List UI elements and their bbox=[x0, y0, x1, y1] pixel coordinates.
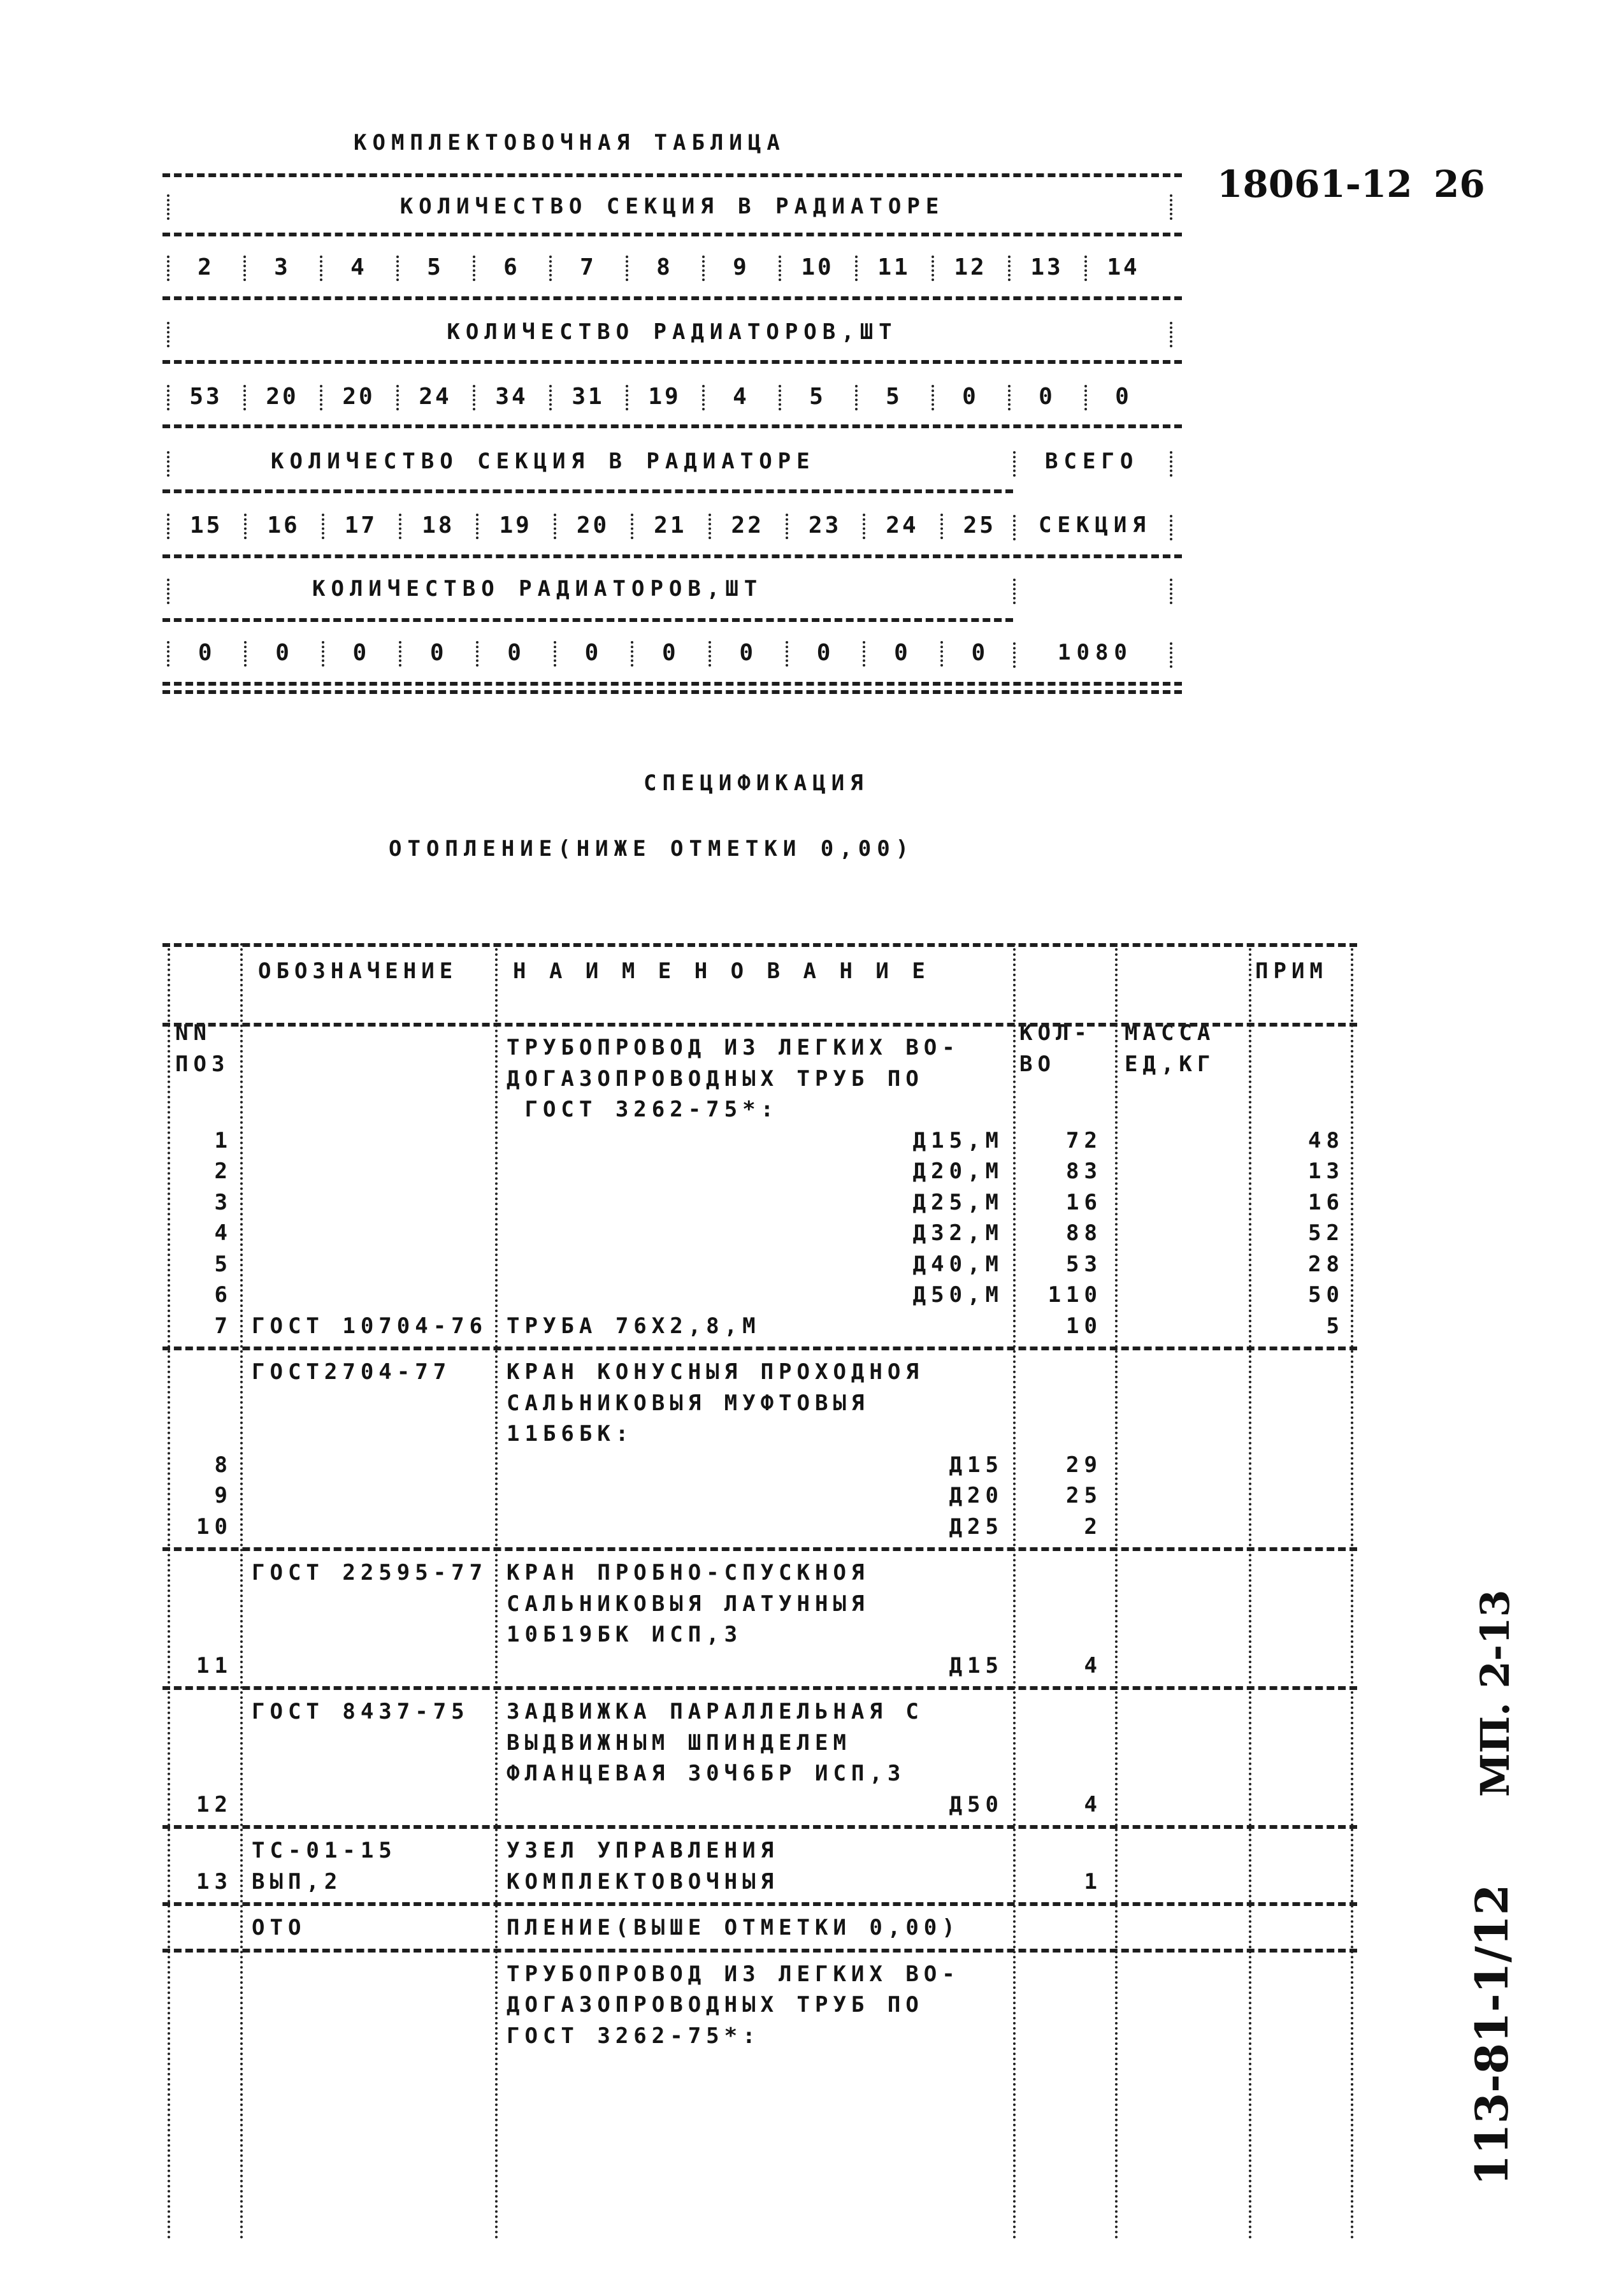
pos-cell: 8 bbox=[214, 1452, 233, 1478]
size-cell: Д20,М bbox=[912, 1159, 1004, 1184]
pos-cell: 12 bbox=[196, 1791, 233, 1817]
qty-cell: 110 bbox=[1047, 1282, 1102, 1308]
kit-cell: 25 bbox=[963, 512, 996, 538]
table-row bbox=[162, 1835, 1357, 1866]
name-cell: КОМПЛЕКТОВОЧНЫЯ bbox=[507, 1868, 779, 1895]
table-row bbox=[162, 1589, 1357, 1620]
kit-cell: 4 bbox=[733, 384, 749, 410]
page-number: 26 bbox=[1434, 162, 1485, 206]
table-row bbox=[162, 1557, 1357, 1589]
pos-cell: 6 bbox=[214, 1282, 233, 1308]
pos-cell: 2 bbox=[214, 1159, 233, 1184]
kit-cell: 10 bbox=[801, 254, 834, 280]
kit-row-radiators-2 bbox=[162, 637, 1013, 669]
pos-cell: 1 bbox=[214, 1127, 233, 1153]
kit-cell: 14 bbox=[1107, 254, 1140, 280]
kit-cell: 23 bbox=[808, 512, 842, 538]
size-cell: Д50,М bbox=[912, 1282, 1004, 1308]
kit-cell: 21 bbox=[654, 512, 687, 538]
kit-cell: 5 bbox=[809, 384, 826, 410]
table-row bbox=[162, 1650, 1357, 1682]
kit-cell: 5 bbox=[886, 384, 902, 410]
qty-cell: 10 bbox=[1066, 1313, 1102, 1339]
table-row bbox=[162, 1419, 1357, 1450]
name-cell: ТРУБОПРОВОД ИЗ ЛЕГКИХ ВО- bbox=[507, 1961, 960, 1987]
designation-cell: ГОСТ 10704-76 bbox=[252, 1313, 488, 1339]
name-cell: ВЫДВИЖНЫМ ШПИНДЕЛЕМ bbox=[507, 1729, 851, 1756]
name-cell: 10Б19БК ИСП,3 bbox=[507, 1622, 743, 1647]
table-row bbox=[162, 1758, 1357, 1789]
kit-header-sections-2: КОЛИЧЕСТВО СЕКЦИЯ В РАДИАТОРЕ bbox=[271, 449, 816, 474]
qty-cell: 4 bbox=[1084, 1791, 1102, 1817]
side-code-top: МП. 2-13 bbox=[1472, 1589, 1518, 1797]
table-row bbox=[162, 2021, 1357, 2052]
kit-cell: 20 bbox=[266, 384, 299, 410]
table-row bbox=[162, 1125, 1357, 1157]
table-row bbox=[162, 1512, 1357, 1543]
kit-cell: 0 bbox=[507, 640, 524, 666]
header-qty: КОЛ- ВО bbox=[1019, 1020, 1092, 1077]
kit-cell: 20 bbox=[342, 384, 375, 410]
table-row bbox=[162, 1388, 1357, 1419]
kit-cell: 22 bbox=[731, 512, 764, 538]
table-row bbox=[162, 1728, 1357, 1759]
kit-cell: 4 bbox=[350, 254, 367, 280]
kit-cell: 0 bbox=[816, 640, 833, 666]
table-row bbox=[162, 1094, 1357, 1125]
group-separator bbox=[162, 1825, 1357, 1829]
pos-cell: 4 bbox=[214, 1220, 233, 1246]
table-row bbox=[162, 1912, 1357, 1944]
kit-cell: 0 bbox=[584, 640, 601, 666]
pos-cell: 11 bbox=[196, 1652, 233, 1679]
qty-cell: 88 bbox=[1066, 1220, 1102, 1246]
kit-cell: 0 bbox=[894, 640, 910, 666]
specification-table bbox=[162, 943, 1357, 2240]
kit-cell: 24 bbox=[886, 512, 919, 538]
kit-cell: 0 bbox=[662, 640, 679, 666]
kit-cell: 0 bbox=[352, 640, 370, 666]
kit-cell: 2 bbox=[198, 254, 214, 280]
table-row bbox=[162, 1064, 1357, 1095]
side-code-bottom: 113-81-1/12 bbox=[1465, 1884, 1518, 2186]
designation-cell: ГОСТ2704-77 bbox=[252, 1359, 452, 1385]
note-cell: 16 bbox=[1308, 1189, 1344, 1215]
name-cell: ТРУБА 76Х2,8,М bbox=[507, 1313, 761, 1339]
pos-cell: 9 bbox=[214, 1483, 233, 1508]
name-cell: ДОГАЗОПРОВОДНЫХ ТРУБ ПО bbox=[507, 1065, 924, 1092]
kit-cell: 13 bbox=[1030, 254, 1063, 280]
kit-cell: 9 bbox=[733, 254, 749, 280]
header-note: ПРИМ bbox=[1255, 958, 1328, 984]
group-separator bbox=[162, 1902, 1357, 1906]
table-row bbox=[162, 1480, 1357, 1512]
qty-cell: 25 bbox=[1066, 1483, 1102, 1508]
kit-total-value: 1080 bbox=[1058, 640, 1133, 665]
note-cell: 52 bbox=[1308, 1220, 1344, 1246]
kit-total-label-2: СЕКЦИЯ bbox=[1039, 512, 1151, 538]
name-cell: ЗАДВИЖКА ПАРАЛЛЕЛЬНАЯ С bbox=[507, 1699, 924, 1724]
header-mass: МАССА ЕД,КГ bbox=[1125, 1020, 1216, 1077]
kit-cell: 11 bbox=[877, 254, 910, 280]
kit-cell: 5 bbox=[427, 254, 443, 280]
table-row bbox=[162, 1619, 1357, 1650]
table-row bbox=[162, 1156, 1357, 1187]
group-separator bbox=[162, 1347, 1357, 1350]
name-cell: ГОСТ 3262-75*: bbox=[507, 2023, 761, 2049]
kit-table-title: КОМПЛЕКТОВОЧНАЯ ТАБЛИЦА bbox=[354, 130, 786, 155]
table-row bbox=[162, 1357, 1357, 1388]
pos-cell: 7 bbox=[214, 1313, 233, 1339]
table-row bbox=[162, 1450, 1357, 1481]
kit-cell: 0 bbox=[198, 640, 215, 666]
size-cell: Д40,М bbox=[912, 1251, 1004, 1277]
table-row bbox=[162, 1959, 1357, 1990]
note-cell: 13 bbox=[1308, 1159, 1344, 1184]
group-separator bbox=[162, 1547, 1357, 1551]
name-cell: 11Б6БК: bbox=[507, 1421, 634, 1447]
table-row bbox=[162, 1187, 1357, 1218]
pos-cell: 5 bbox=[214, 1251, 233, 1277]
kit-row-sections-1 bbox=[162, 252, 1182, 284]
pos-cell: 3 bbox=[214, 1189, 233, 1215]
kit-cell: 12 bbox=[954, 254, 987, 280]
kit-cell: 19 bbox=[648, 384, 681, 410]
table-row bbox=[162, 1032, 1357, 1064]
name-cell: САЛЬНИКОВЫЯ ЛАТУННЫЯ bbox=[507, 1591, 870, 1617]
kit-cell: 34 bbox=[495, 384, 528, 410]
header-name: Н А И М Е Н О В А Н И Е bbox=[513, 958, 930, 984]
size-cell: Д15 bbox=[949, 1652, 1004, 1679]
group-separator bbox=[162, 1949, 1357, 1953]
stamp-document-number: 18061-12 bbox=[1217, 162, 1413, 206]
kit-cell: 20 bbox=[576, 512, 610, 538]
kit-total-label-1: ВСЕГО bbox=[1045, 449, 1139, 474]
size-cell: Д20 bbox=[949, 1483, 1004, 1508]
kit-cell: 0 bbox=[1039, 384, 1055, 410]
kit-cell: 8 bbox=[656, 254, 673, 280]
pos-cell: 13 bbox=[196, 1868, 233, 1895]
header-designation: ОБОЗНАЧЕНИЕ bbox=[258, 958, 458, 984]
name-cell: ТРУБОПРОВОД ИЗ ЛЕГКИХ ВО- bbox=[507, 1035, 960, 1060]
size-cell: Д32,М bbox=[912, 1220, 1004, 1246]
kit-cell: 24 bbox=[419, 384, 452, 410]
table-row bbox=[162, 1311, 1357, 1342]
note-cell: 48 bbox=[1308, 1127, 1344, 1153]
name-cell: КРАН ПРОБНО-СПУСКНОЯ bbox=[507, 1560, 870, 1585]
kit-row-radiators-1 bbox=[162, 381, 1182, 413]
kit-row-sections-2 bbox=[162, 510, 1013, 542]
kit-cell: 7 bbox=[580, 254, 596, 280]
name-cell: ГОСТ 3262-75*: bbox=[507, 1097, 779, 1122]
note-cell: 28 bbox=[1308, 1251, 1344, 1277]
kit-cell: 53 bbox=[189, 384, 222, 410]
spec-title: СПЕЦИФИКАЦИЯ bbox=[644, 770, 869, 796]
qty-cell: 83 bbox=[1066, 1159, 1102, 1184]
name-cell: ФЛАНЦЕВАЯ 30Ч6БР ИСП,3 bbox=[507, 1761, 906, 1786]
qty-cell: 16 bbox=[1066, 1189, 1102, 1215]
kit-cell: 0 bbox=[962, 384, 979, 410]
kit-cell: 6 bbox=[503, 254, 520, 280]
table-row bbox=[162, 1280, 1357, 1311]
table-row bbox=[162, 1989, 1357, 2021]
pos-cell: 10 bbox=[196, 1513, 233, 1540]
table-row bbox=[162, 1866, 1357, 1898]
kit-cell: 3 bbox=[274, 254, 291, 280]
name-cell: САЛЬНИКОВЫЯ МУФТОВЫЯ bbox=[507, 1390, 870, 1416]
note-cell: 50 bbox=[1308, 1282, 1344, 1308]
kit-cell: 0 bbox=[275, 640, 292, 666]
kit-cell: 17 bbox=[344, 512, 378, 538]
size-cell: Д15 bbox=[949, 1452, 1004, 1478]
size-cell: Д25,М bbox=[912, 1189, 1004, 1215]
table-row bbox=[162, 1249, 1357, 1280]
table-row bbox=[162, 1789, 1357, 1821]
kit-cell: 0 bbox=[429, 640, 447, 666]
size-cell: Д50 bbox=[949, 1791, 1004, 1817]
qty-cell: 1 bbox=[1084, 1868, 1102, 1895]
qty-cell: 2 bbox=[1084, 1513, 1102, 1540]
designation-cell: ОТО bbox=[252, 1915, 306, 1940]
designation-cell: ГОСТ 8437-75 bbox=[252, 1699, 470, 1724]
kit-cell: 0 bbox=[739, 640, 756, 666]
kit-cell: 18 bbox=[422, 512, 455, 538]
size-cell: Д15,М bbox=[912, 1127, 1004, 1153]
qty-cell: 72 bbox=[1066, 1127, 1102, 1153]
table-row bbox=[162, 1696, 1357, 1728]
kit-cell: 19 bbox=[499, 512, 532, 538]
designation-cell: ВЫП,2 bbox=[252, 1868, 343, 1895]
header-pos: NN ПОЗ bbox=[175, 1020, 230, 1077]
table-row bbox=[162, 1218, 1357, 1249]
size-cell: Д25 bbox=[949, 1513, 1004, 1540]
designation-cell: ТС-01-15 bbox=[252, 1838, 397, 1863]
note-cell: 5 bbox=[1326, 1313, 1344, 1339]
spec-subtitle: ОТОПЛЕНИЕ(НИЖЕ ОТМЕТКИ 0,00) bbox=[389, 836, 915, 862]
designation-cell: ГОСТ 22595-77 bbox=[252, 1560, 488, 1585]
kit-cell: 0 bbox=[971, 640, 988, 666]
group-separator bbox=[162, 1686, 1357, 1690]
name-cell: УЗЕЛ УПРАВЛЕНИЯ bbox=[507, 1838, 779, 1863]
qty-cell: 4 bbox=[1084, 1652, 1102, 1679]
qty-cell: 53 bbox=[1066, 1251, 1102, 1277]
name-cell: ПЛЕНИЕ(ВЫШЕ ОТМЕТКИ 0,00) bbox=[507, 1915, 960, 1940]
qty-cell: 29 bbox=[1066, 1452, 1102, 1478]
kit-header-radiators-2: КОЛИЧЕСТВО РАДИАТОРОВ,ШТ bbox=[312, 576, 763, 602]
kit-cell: 16 bbox=[267, 512, 300, 538]
name-cell: ДОГАЗОПРОВОДНЫХ ТРУБ ПО bbox=[507, 1992, 924, 2018]
kit-cell: 0 bbox=[1115, 384, 1132, 410]
kit-header-radiators-1: КОЛИЧЕСТВО РАДИАТОРОВ,ШТ bbox=[447, 319, 898, 345]
name-cell: КРАН КОНУСНЫЯ ПРОХОДНОЯ bbox=[507, 1359, 924, 1385]
kit-header-sections-1: КОЛИЧЕСТВО СЕКЦИЯ В РАДИАТОРЕ bbox=[399, 194, 945, 219]
kit-cell: 15 bbox=[190, 512, 223, 538]
kit-cell: 31 bbox=[572, 384, 605, 410]
